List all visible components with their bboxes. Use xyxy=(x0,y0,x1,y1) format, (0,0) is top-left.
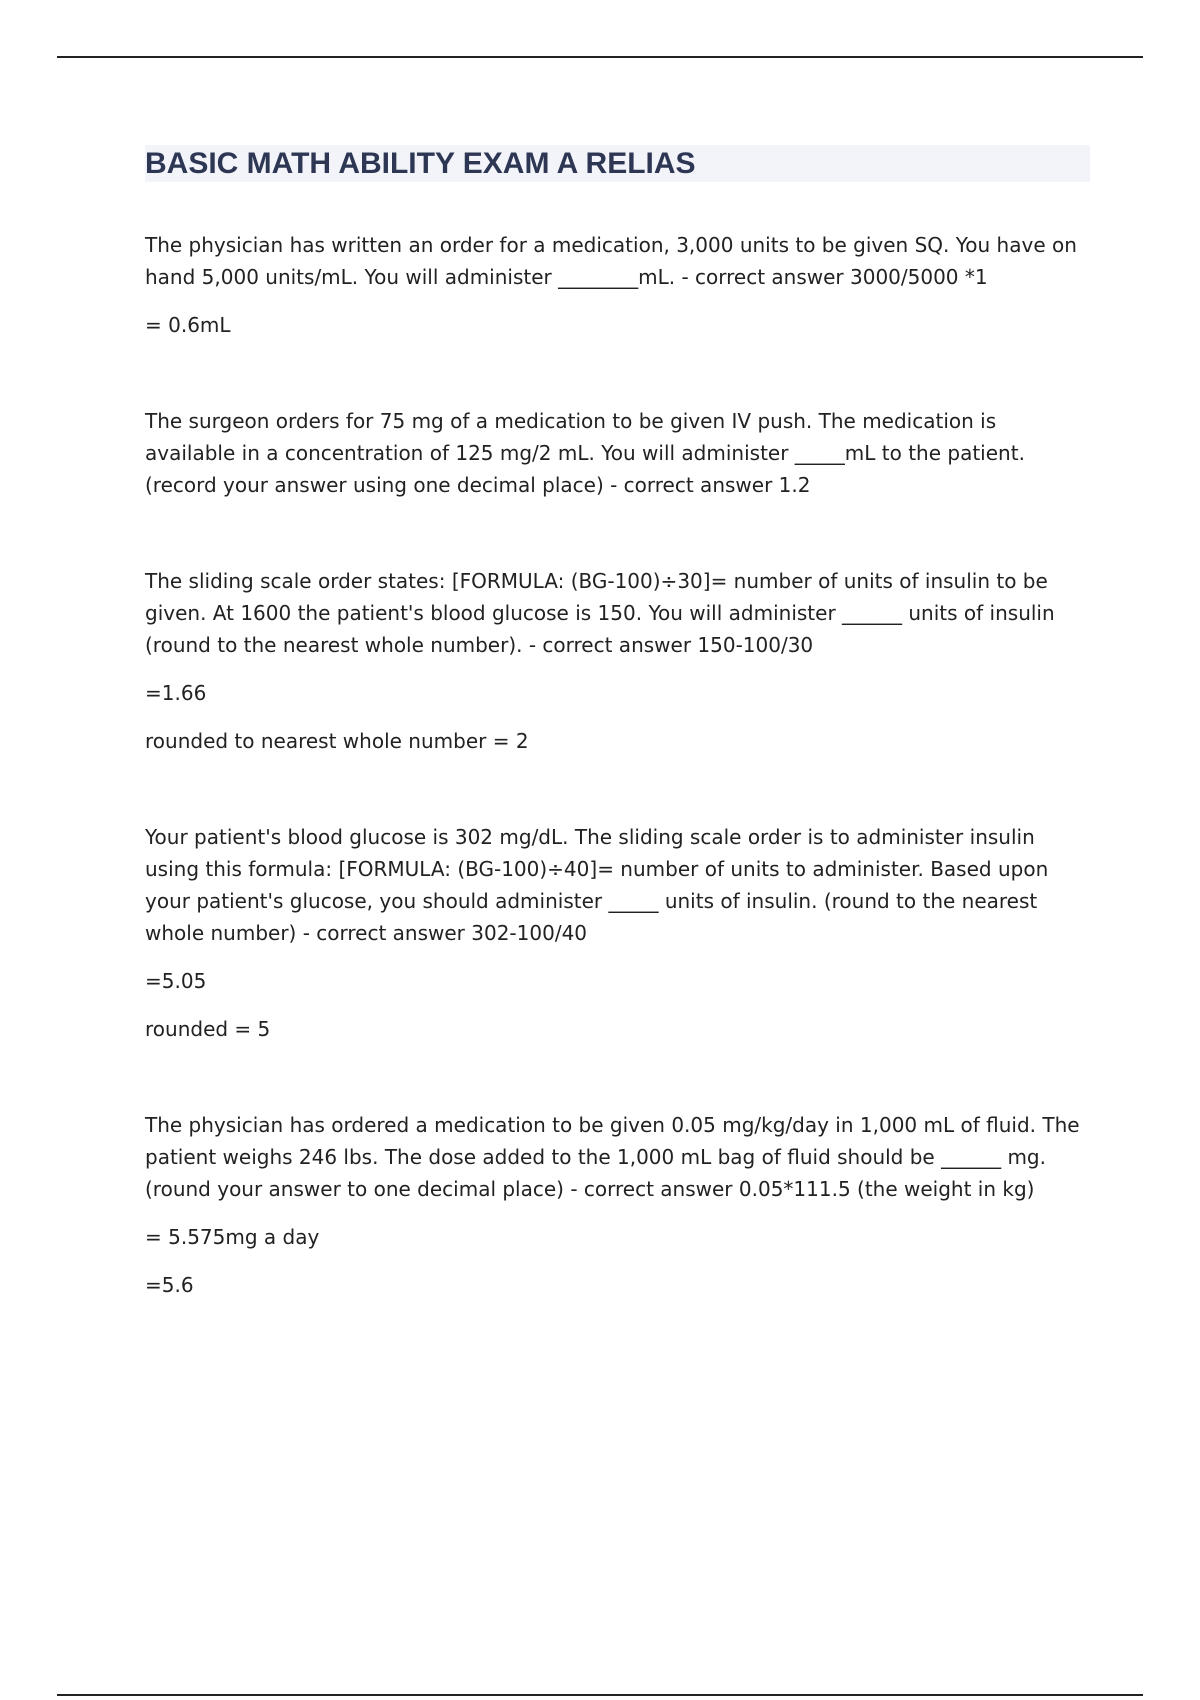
question-3 xyxy=(145,565,1090,757)
question-text: The physician has written an order for a medication, 3,000 units to be given SQ. You have on hand 5,000 units/mL. You will administer ________mL. - correct answer 3000/5000 *1 xyxy=(145,233,1077,289)
answer-work-line: =5.6 xyxy=(145,1273,194,1297)
question-1 xyxy=(145,229,1090,341)
answer-work-line: rounded = 5 xyxy=(145,1017,271,1041)
answer-work-line: =1.66 xyxy=(145,681,207,705)
answer-work-line: = 5.575mg a day xyxy=(145,1225,320,1249)
question-list xyxy=(145,229,1090,1301)
question-text: The sliding scale order states: [FORMULA: (BG-100)÷30]= number of units of insulin to be given. At 1600 the patient's blood glucose is 150. You will administer ______ units of insulin (round to the nearest whole number). - correct answer 150-100/30 xyxy=(145,569,1055,657)
question-text: The surgeon orders for 75 mg of a medication to be given IV push. The medication is available in a concentration of 125 mg/2 mL. You will administer _____mL to the patient. (record your answer using one decimal place) - correct answer 1.2 xyxy=(145,409,1025,497)
document-title: BASIC MATH ABILITY EXAM A RELIAS xyxy=(145,147,696,180)
question-text: Your patient's blood glucose is 302 mg/dL. The sliding scale order is to administer insulin using this formula: [FORMULA: (BG-100)÷40]= number of units to administer. Based upon your patient's glucose, you should administer _____ units of insulin. (round to the nearest whole number) - correct answer 302-100/40 xyxy=(145,825,1049,945)
question-text: The physician has ordered a medication to be given 0.05 mg/kg/day in 1,000 mL of fluid. The patient weighs 246 lbs. The dose added to the 1,000 mL bag of fluid should be ______ mg. (round your answer to one decimal place) - correct answer 0.05*111.5 (the weight in kg) xyxy=(145,1113,1080,1201)
question-5 xyxy=(145,1109,1090,1301)
title-band xyxy=(145,145,1090,182)
answer-work-line: = 0.6mL xyxy=(145,313,231,337)
top-divider xyxy=(57,56,1143,58)
document-body xyxy=(145,145,1090,1301)
question-2 xyxy=(145,405,1090,501)
bottom-divider xyxy=(57,1694,1143,1696)
answer-work-line: =5.05 xyxy=(145,969,207,993)
answer-work-line: rounded to nearest whole number = 2 xyxy=(145,729,529,753)
question-4 xyxy=(145,821,1090,1045)
